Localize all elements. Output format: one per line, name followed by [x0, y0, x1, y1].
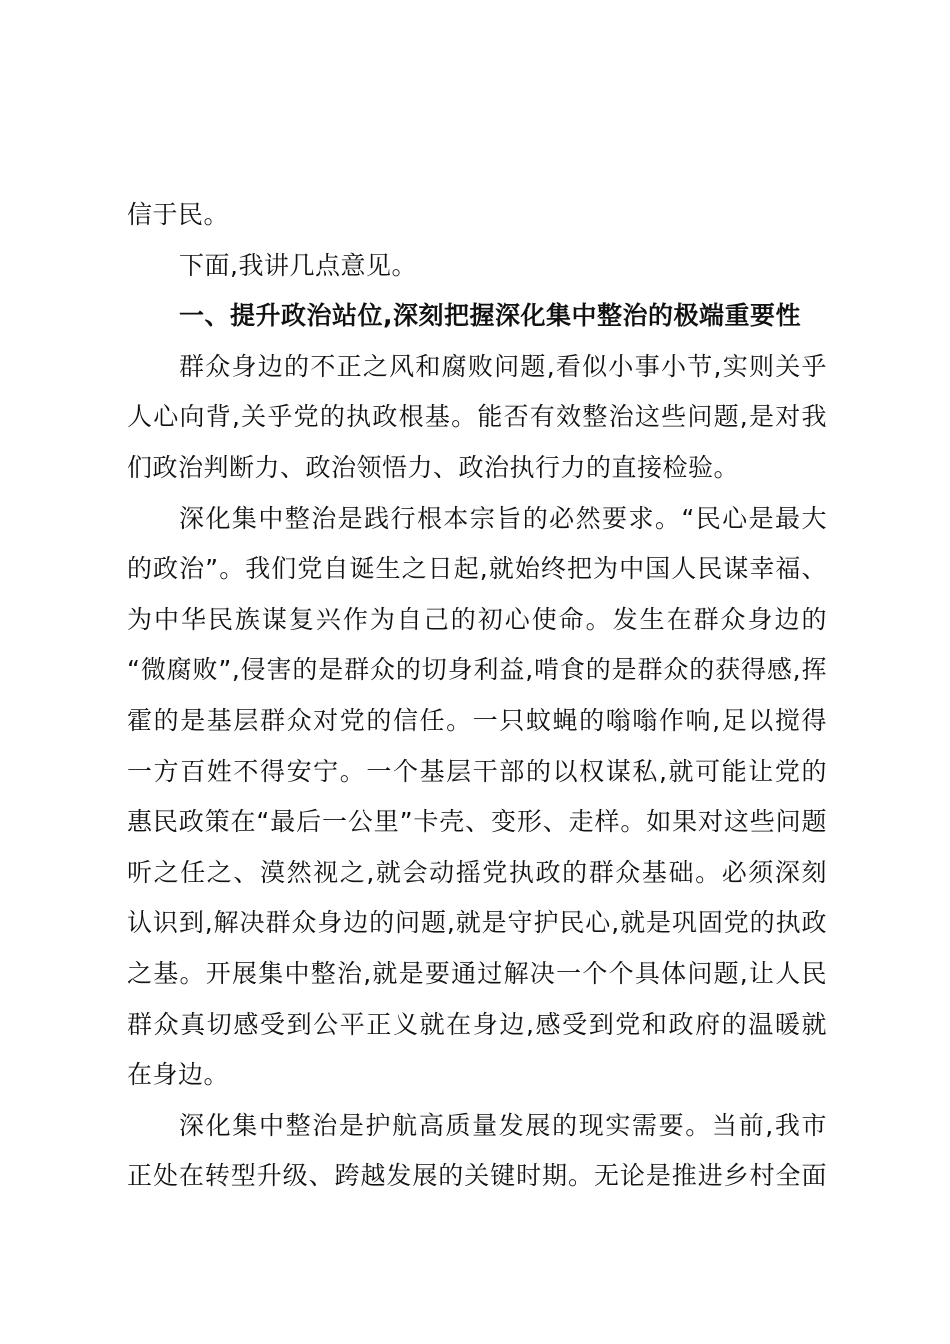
- paragraph-line: 为中华民族谋复兴作为自己的初心使命。发生在群众身边的: [127, 604, 827, 634]
- paragraph-line: 群众真切感受到公平正义就在身边,感受到党和政府的温暖就: [127, 1009, 827, 1039]
- section-heading: 一、提升政治站位,深刻把握深化集中整治的极端重要性: [179, 301, 801, 331]
- paragraph-line: 认识到,解决群众身边的问题,就是守护民心,就是巩固党的执政: [127, 908, 827, 938]
- paragraph-line: 下面,我讲几点意见。: [179, 250, 417, 280]
- paragraph-line: 群众身边的不正之风和腐败问题,看似小事小节,实则关乎: [179, 351, 827, 381]
- paragraph-line: 正处在转型升级、跨越发展的关键时期。无论是推进乡村全面: [127, 1161, 827, 1191]
- paragraph-line: 的政治”。我们党自诞生之日起,就始终把为中国人民谋幸福、: [127, 554, 827, 584]
- paragraph-line: 一方百姓不得安宁。一个基层干部的以权谋私,就可能让党的: [127, 756, 827, 786]
- paragraph-line: 深化集中整治是护航高质量发展的现实需要。当前,我市: [179, 1110, 827, 1140]
- paragraph-line: 霍的是基层群众对党的信任。一只蚊蝇的嗡嗡作响,足以搅得: [127, 705, 827, 735]
- document-body: [127, 190, 827, 1202]
- paragraph-line: 在身边。: [127, 1060, 230, 1090]
- paragraph-line: 听之任之、漠然视之,就会动摇党执政的群众基础。必须深刻: [127, 857, 827, 887]
- paragraph-line: 惠民政策在“最后一公里”卡壳、变形、走样。如果对这些问题: [127, 807, 827, 837]
- paragraph-line: 信于民。: [127, 200, 230, 229]
- paragraph-line: 们政治判断力、政治领悟力、政治执行力的直接检验。: [127, 452, 740, 482]
- paragraph-line: “微腐败”,侵害的是群众的切身利益,啃食的是群众的获得感,挥: [127, 655, 827, 685]
- paragraph-line: 之基。开展集中整治,就是要通过解决一个个具体问题,让人民: [127, 958, 827, 988]
- paragraph-line: 人心向背,关乎党的执政根基。能否有效整治这些问题,是对我: [127, 402, 827, 432]
- paragraph-line: 深化集中整治是践行根本宗旨的必然要求。“民心是最大: [179, 503, 827, 533]
